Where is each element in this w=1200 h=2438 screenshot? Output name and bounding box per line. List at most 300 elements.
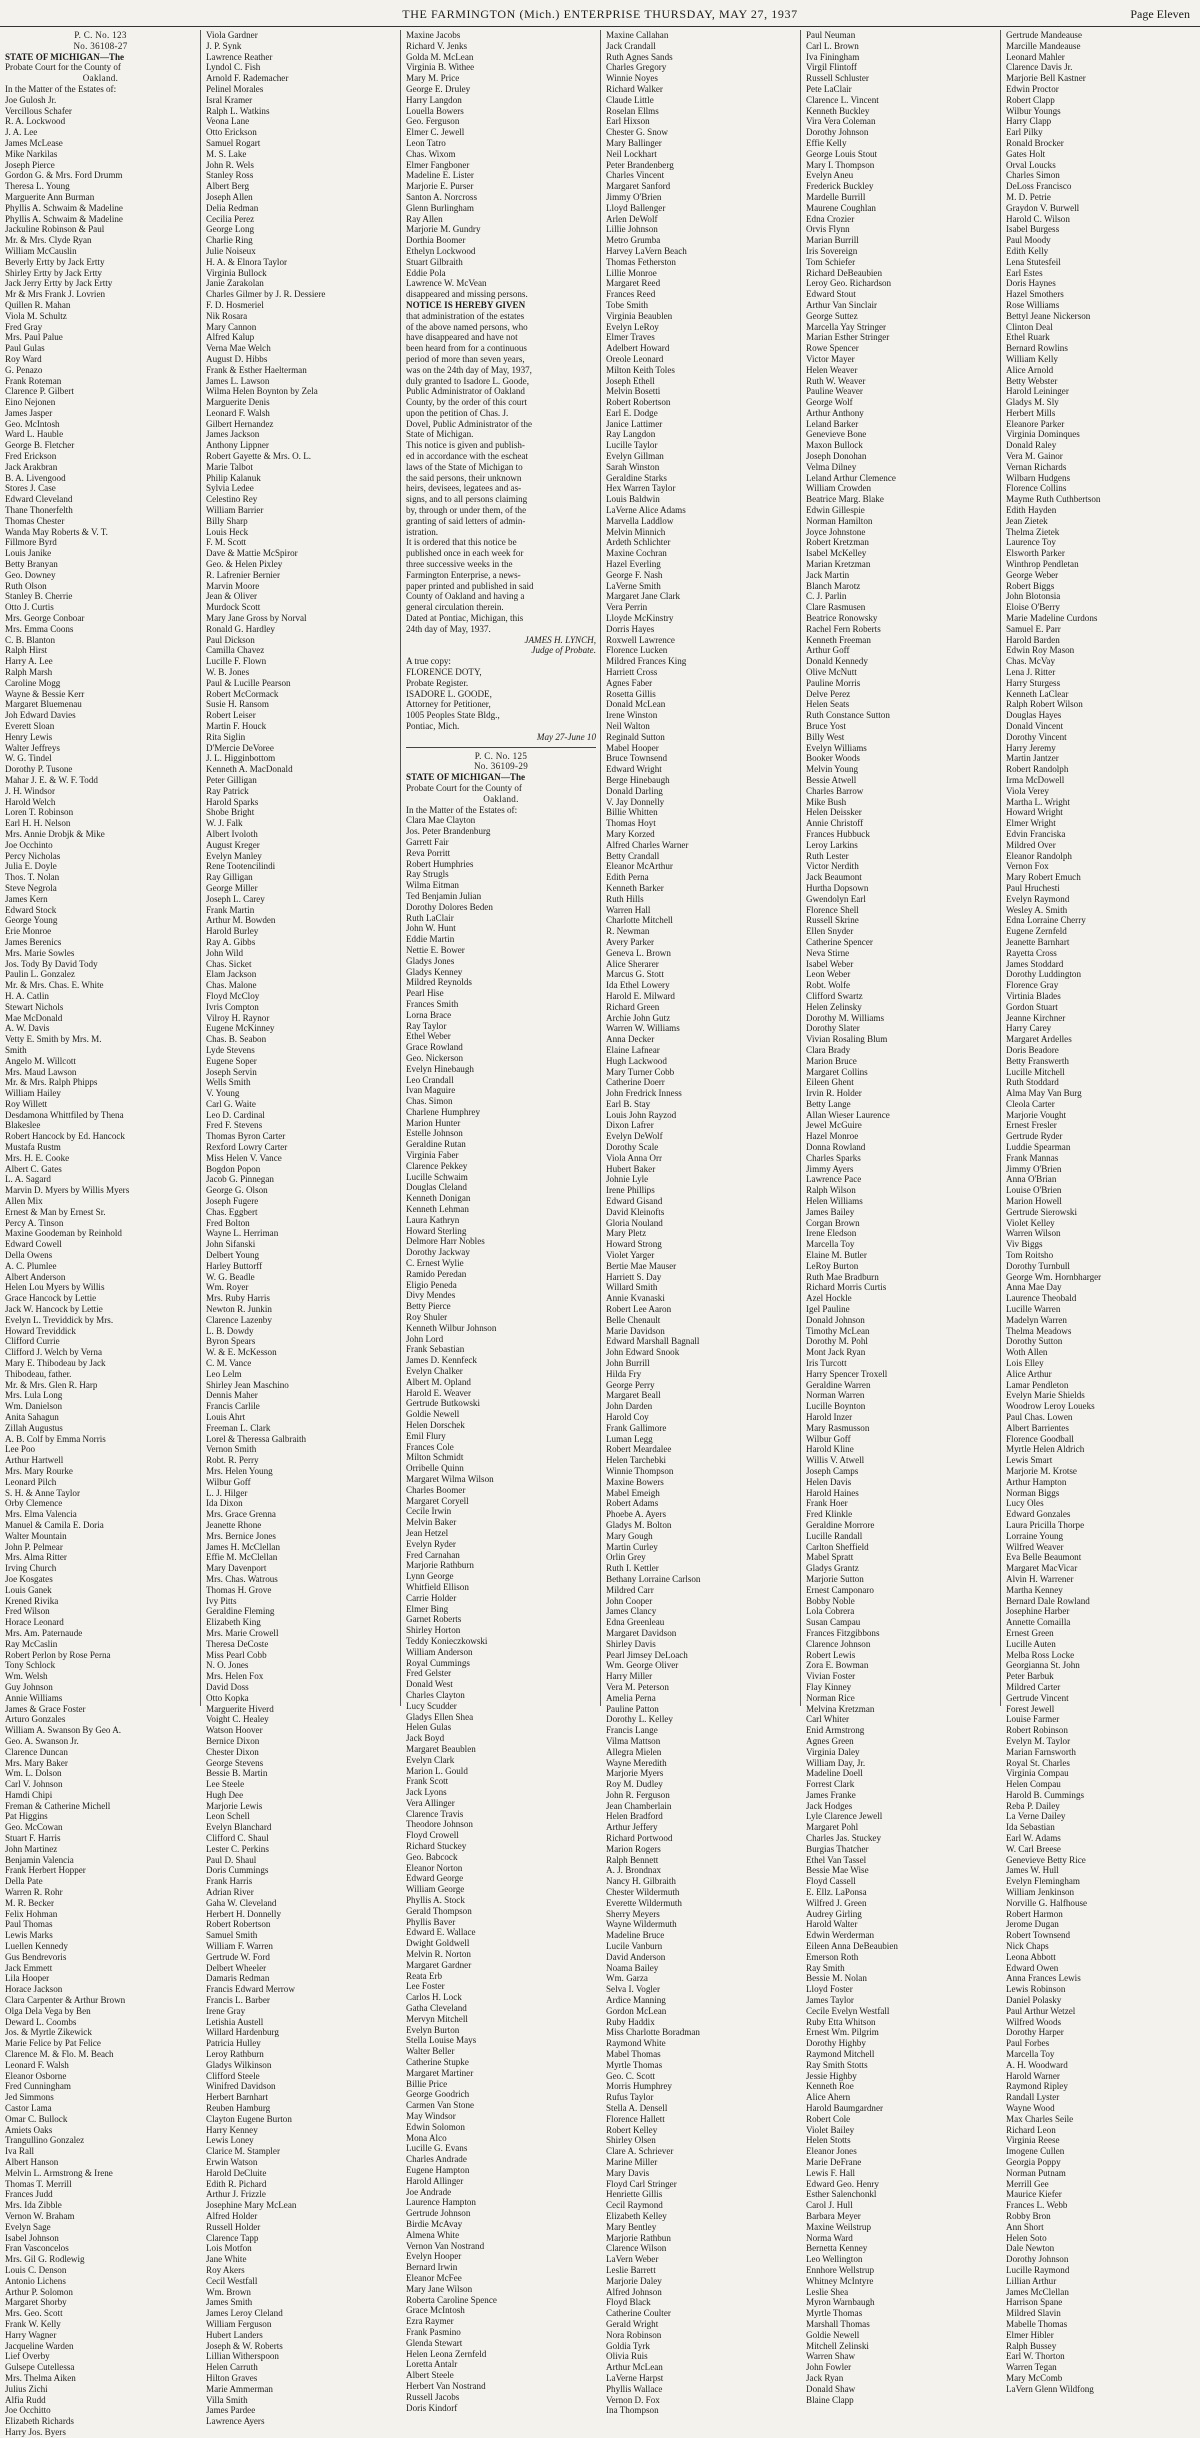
notice-text-line: Lillie Johnson <box>606 224 658 235</box>
notice-text-line: Donald Kennedy <box>806 656 868 667</box>
notice-text-line: Elizabeth Richards <box>5 2416 74 2427</box>
notice-text-line: In the Matter of the Estates of: <box>5 83 117 94</box>
notice-text-line: Mary Bentley <box>606 2221 657 2232</box>
notice-text-line: Attorney for Petitioner, <box>406 699 491 710</box>
notice-text-line: Frank Scott <box>406 1776 449 1787</box>
notice-text-line: Julie Noiseux <box>206 245 256 256</box>
notice-text-line: Harley Buttorff <box>206 1260 263 1271</box>
notice-text-line: Wanda May Roberts & V. T. <box>5 526 108 537</box>
notice-text-line: Leroy Larkins <box>806 839 858 850</box>
notice-text-line: Raymond Mitchell <box>806 2049 875 2060</box>
notice-text-line: Harold Walter <box>806 1919 858 1930</box>
notice-text-line: Harold Coy <box>606 1412 649 1422</box>
notice-text-line: John Burrill <box>606 1358 650 1369</box>
notice-text-line: Marjorie Sutton <box>806 1573 864 1584</box>
notice-text-line: Gladys Kenney <box>406 966 463 977</box>
notice-text-line: Ralph Bennett <box>606 1854 659 1865</box>
newspaper-column-5 <box>800 30 1000 2405</box>
notice-text-line: Harold Burley <box>206 926 259 937</box>
notice-text-line: Gaha W. Cleveland <box>206 1897 277 1908</box>
notice-text-line: Mary Korzed <box>606 828 655 839</box>
notice-text-line: Reata Erb <box>406 1970 443 1981</box>
notice-text-line: Mike Bush <box>806 796 847 807</box>
notice-text-line: Edwin Proctor <box>1006 83 1059 94</box>
notice-text-line: Tom Schiefer <box>806 256 856 267</box>
notice-text-line: Graydon V. Burwell <box>1006 202 1080 213</box>
notice-text-line: Geo. Babcock <box>406 1851 458 1862</box>
notice-text-line: Dixon Lafrer <box>606 1120 654 1131</box>
notice-text-line: Ralph Bussey <box>1006 2340 1057 2351</box>
notice-text-line: Jack Crandall <box>606 40 656 51</box>
notice-text-line: Ruth Olson <box>5 580 47 591</box>
notice-text-line: Blanch Marotz <box>806 580 861 591</box>
notice-text-line: Frances Reed <box>606 289 656 300</box>
notice-text-line: Mike Narkilas <box>5 148 58 159</box>
notice-text-line: Warren Shaw <box>806 2351 856 2362</box>
notice-text-line: Shirley Olsen <box>606 2135 656 2146</box>
notice-text-line: Helen Carruth <box>206 2362 258 2373</box>
notice-text-line: James McClellan <box>1006 2286 1069 2297</box>
notice-text-line: Leo D. Cardinal <box>206 1109 265 1120</box>
notice-text-line: Roy Willett <box>5 1098 48 1109</box>
notice-text-line: Trangullino Gonzalez <box>5 2135 85 2146</box>
notice-text-line: Rufus Taylor <box>606 2092 654 2103</box>
notice-text-line: Edith R. Pichard <box>206 2178 267 2189</box>
notice-text-line: Joseph Fugere <box>206 1196 259 1207</box>
notice-text-line: Ray Taylor <box>406 1020 447 1031</box>
notice-text-line: Wells Smith <box>206 1077 251 1088</box>
notice-text-line: Ethel Van Tassel <box>806 1854 867 1865</box>
notice-text-line: Miss Helen V. Vance <box>206 1152 282 1163</box>
notice-text-line: Louis Ganek <box>5 1584 52 1595</box>
notice-text-line: C. J. Parlin <box>806 591 847 602</box>
notice-text-line: Marion Rogers <box>606 1843 661 1854</box>
notice-text-line: Clarence Duncan <box>5 1746 68 1757</box>
notice-text-line: Geraldine Warren <box>806 1379 871 1390</box>
notice-text-line: Herbert Van Nostrand <box>406 2380 486 2391</box>
notice-text-line: Harry Sturgess <box>1006 677 1061 688</box>
notice-text-line: Earl B. Stay <box>606 1098 651 1109</box>
notice-text-line: B. A. Livengood <box>5 472 66 483</box>
notice-text-line: Robert Randolph <box>1006 764 1069 775</box>
notice-text-line: Frances Fitzgibbons <box>806 1627 880 1638</box>
notice-text-line: Josephine Mary McLean <box>206 2200 297 2211</box>
notice-text-line: Helen Stotts <box>806 2135 851 2146</box>
notice-text-line: Mary Cannon <box>206 321 257 332</box>
notice-text-line: Joe Gulosh Jr. <box>5 94 57 105</box>
notice-text-line: John R. Ferguson <box>606 1789 670 1800</box>
notice-text-line: Evelyn Aneu <box>806 170 854 181</box>
notice-text-line: Paulin L. Gonzalez <box>5 969 75 980</box>
notice-text-line: Noama Bailey <box>606 1962 659 1973</box>
notice-text-line: ed in accordance with the escheat <box>406 451 528 462</box>
notice-text-line: Mardelle Burrill <box>806 191 866 202</box>
notice-text-line: Bessie Atwell <box>806 774 857 785</box>
notice-text-line: James Jackson <box>206 429 260 440</box>
notice-text-line: 24th day of May, 1937. <box>406 623 491 634</box>
notice-text-line: Clarence Travis <box>406 1808 464 1819</box>
notice-text-line: Claude Little <box>606 94 654 105</box>
notice-text-line: Lucille Mitchell <box>1006 1066 1065 1077</box>
notice-text-line: Violet Yarger <box>606 1250 655 1261</box>
notice-text-line: Charles Simon <box>1006 170 1060 181</box>
notice-text-line: Rowe Spencer <box>806 343 859 354</box>
notice-text-line: Probate Court for the County of <box>406 782 522 793</box>
notice-text-line: Ann Short <box>1006 2221 1044 2232</box>
notice-text-line: Sherry Meyers <box>606 1908 660 1919</box>
notice-text-line: Harold Barden <box>1006 634 1060 645</box>
notice-text-line: Earl H. H. Nelson <box>5 818 71 829</box>
notice-text-line: Marcella Yay Stringer <box>806 321 887 332</box>
notice-text-line: Victor Nerdith <box>806 861 859 872</box>
notice-text-line: Billy West <box>806 731 845 742</box>
notice-text-line: Paul Neuman <box>806 30 856 40</box>
notice-text-line: Ivris Compton <box>206 1001 259 1012</box>
notice-text-line: Eugene Zernfeld <box>1006 926 1067 937</box>
notice-text-line: Kenneth Donigan <box>406 1193 471 1204</box>
notice-text-line: Jean Hetzel <box>406 1527 449 1538</box>
notice-text-line: Ruby Etta Whitson <box>806 2016 876 2027</box>
notice-text-line: LaVerne Smith <box>606 580 661 591</box>
notice-text-line: Kenneth Wilbur Johnson <box>406 1322 497 1333</box>
notice-text-line: Ernest Wm. Pilgrim <box>806 2027 879 2038</box>
notice-text-line: Ennhore Wellstrup <box>806 2264 875 2275</box>
notice-text-line: In the Matter of the Estates of: <box>406 804 518 815</box>
notice-text-line: Marvella Laddlow <box>606 515 674 526</box>
notice-text-line: Clarence M. & Flo. M. Beach <box>5 2049 114 2060</box>
notice-text-line: Lawrence Ayers <box>206 2416 265 2427</box>
notice-text-line: Gladys Jones <box>406 955 455 966</box>
notice-text-line: Bessie Mae Wise <box>806 1865 869 1876</box>
notice-text-line: Mildred Over <box>1006 839 1056 850</box>
notice-text-line: Edwin Roy Mason <box>1006 645 1075 656</box>
notice-text-line: Tom Roitsho <box>1006 1250 1054 1261</box>
notice-text-line: Melvin Baker <box>406 1517 457 1528</box>
notice-text-line: Della Owens <box>5 1250 53 1261</box>
notice-text-line: George F. Nash <box>606 569 663 580</box>
notice-text-line: Albert M. Opland <box>406 1376 471 1387</box>
notice-text-line: Patricia Hulley <box>206 2038 261 2049</box>
notice-text-line: Harry A. Lee <box>5 656 53 667</box>
notice-text-line: Ruby Haddix <box>606 2016 655 2027</box>
notice-text-line: Ina Thompson <box>606 2405 659 2416</box>
notice-text-line: Richard Morris Curtis <box>806 1282 887 1293</box>
notice-text-line: Clara Mae Clayton <box>406 815 476 826</box>
notice-text-line: Marie Davidson <box>606 1325 665 1336</box>
notice-text-line: Albert Barrientes <box>1006 1422 1069 1433</box>
notice-text-line: Thibodeau, father. <box>5 1368 72 1379</box>
notice-text-line: Mrs. Maud Lawson <box>5 1066 77 1077</box>
notice-text-line: LaVerne Alice Adams <box>606 505 686 516</box>
notice-text-line: Wm. Brown <box>206 2286 251 2297</box>
notice-text-line: Lucille Warren <box>1006 1304 1061 1315</box>
notice-text-line: Annie Kvanaski <box>606 1293 665 1304</box>
notice-text-line: Lewis Marks <box>5 1930 53 1941</box>
notice-text-line: James & Grace Foster <box>5 1703 86 1714</box>
notice-text-line: William F. Warren <box>206 1941 273 1952</box>
notice-text-line: Woth Allen <box>1006 1347 1048 1358</box>
notice-text-line: Letishia Austell <box>206 2016 264 2027</box>
notice-text-line: Viola Gardner <box>206 30 258 40</box>
notice-text-line: Rene Tootencilindi <box>206 861 276 872</box>
notice-text-line: Leo Crandall <box>406 1074 454 1085</box>
notice-text-line: Virginia Bullock <box>206 267 267 278</box>
notice-text-line: F. M. Scott <box>206 537 247 548</box>
notice-text-line: Robert Robinson <box>1006 1725 1068 1736</box>
notice-text-line: Metro Grumba <box>606 235 661 246</box>
notice-text-line: Mabel Spratt <box>806 1552 854 1563</box>
notice-text-line: Gordon G. & Mrs. Ford Drumm <box>5 170 123 181</box>
notice-text-line: Mr. & Mrs. Glen R. Harp <box>5 1379 98 1390</box>
notice-text-line: Lucille Schwaim <box>406 1171 468 1182</box>
notice-text-line: Luddie Spearman <box>1006 1142 1071 1153</box>
notice-text-line: George B. Fletcher <box>5 440 75 451</box>
notice-text-line: Margaret MacVicar <box>1006 1563 1078 1574</box>
notice-text-line: A. W. Davis <box>5 1023 50 1034</box>
notice-text-line: Clare A. Schriever <box>606 2146 674 2157</box>
notice-text-line: Vivian Rosaling Blum <box>806 1034 888 1045</box>
notice-text-line: Harrison Spane <box>1006 2297 1063 2308</box>
notice-text-line: Ray Patrick <box>206 785 249 796</box>
notice-text-line: George Miller <box>206 882 258 893</box>
notice-text-line: George Wolf <box>806 397 853 408</box>
notice-text-line: Edith Kelly <box>1006 245 1049 256</box>
notice-text-line: Loren T. Robinson <box>5 807 74 818</box>
notice-text-line: Azel Hockle <box>806 1293 852 1304</box>
notice-text-line: Booker Woods <box>806 753 860 764</box>
notice-text-line: Mustafa Rustm <box>5 1142 61 1153</box>
notice-text-line: Evelyn Sage <box>5 2221 51 2232</box>
notice-text-line: Phyllis Baver <box>406 1916 456 1927</box>
notice-text-line: Robert Lee Aaron <box>606 1304 672 1315</box>
notice-text-line: Joe Occhitto <box>5 2405 51 2416</box>
notice-text-line: Edwin Solomon <box>406 2121 465 2132</box>
notice-text-line: Delve Perez <box>806 688 851 699</box>
notice-text-line: Vera M. Peterson <box>606 1681 669 1692</box>
notice-text-line: Paul D. Shaul <box>206 1854 257 1865</box>
notice-text-line: Marie Madeline Curdons <box>1006 613 1098 624</box>
notice-text-line: Archie John Gutz <box>606 1012 671 1023</box>
notice-text-line: John Edward Snook <box>606 1347 680 1358</box>
notice-text-line: Viola Verey <box>1006 785 1049 796</box>
notice-text-line: W. G. Beadle <box>206 1271 255 1282</box>
notice-text-line: Geraldine Morrore <box>806 1519 875 1530</box>
notice-text-line: Marion L. Gould <box>406 1765 468 1776</box>
notice-heading: No. 36108-27 <box>73 40 128 51</box>
notice-text-line: Alice Sherarer <box>606 958 659 969</box>
notice-text-line: Pontiac, Mich. <box>406 721 460 731</box>
notice-text-line: Lloyd Ballenger <box>606 202 666 213</box>
notice-text-line: John Darden <box>606 1401 653 1412</box>
notice-text-line: Robert Townsend <box>1006 1930 1071 1941</box>
notice-text-line: Roy M. Dudley <box>606 1779 663 1790</box>
notice-text-line: Joseph Pierce <box>5 159 55 170</box>
notice-text-line: Thane Thonerfelth <box>5 505 73 516</box>
notice-text-line: Mrs. Grace Grenna <box>206 1509 276 1520</box>
notice-text-line: Margaret Sanford <box>606 181 671 192</box>
notice-text-line: Dorothy Jackway <box>406 1247 470 1258</box>
notice-text-line: Gordon Stuart <box>1006 1001 1058 1012</box>
notice-text-line: Maxine Jacobs <box>406 30 461 40</box>
notice-text-line: Edward Wright <box>606 764 662 775</box>
notice-text-line: Robert Robertson <box>206 1919 271 1930</box>
notice-text-line: Dorothy Turnbull <box>1006 1260 1070 1271</box>
notice-text-line: August Kreger <box>206 839 260 850</box>
notice-text-line: Violet Bailey <box>806 2124 855 2135</box>
notice-text-line: Henry Lewis <box>5 731 53 742</box>
notice-text-line: Chester Dixon <box>206 1746 259 1757</box>
notice-text-line: Charles Gregory <box>606 62 667 73</box>
notice-text-line: Zillah Augustus <box>5 1422 63 1433</box>
notice-text-line: Stanley Ross <box>206 170 254 181</box>
notice-text-line: Marjorie Lewis <box>206 1800 263 1811</box>
notice-text-line: Myrtle Thomas <box>606 2059 663 2070</box>
notice-text-line: V. Jay Donnelly <box>606 796 665 807</box>
notice-text-line: Jack Hodges <box>806 1800 853 1811</box>
notice-text-line: Joe Andrade <box>406 2186 452 2197</box>
notice-text-line: Marjorie Rathburn <box>406 1560 474 1571</box>
notice-text-line: Ruth W. Weaver <box>806 375 866 386</box>
notice-text-line: Douglas Cleland <box>406 1182 467 1193</box>
notice-text-line: Viola M. Schultz <box>5 310 67 321</box>
notice-text-line: Leroy Geo. Richardson <box>806 278 892 289</box>
notice-text-line: L. B. Dowdy <box>206 1325 254 1336</box>
notice-text-line: Gates Holt <box>1006 148 1046 159</box>
notice-text-line: Eleanor McArthur <box>606 861 673 872</box>
notice-text-line: Mrs. Paul Palue <box>5 332 63 343</box>
notice-text-line: Mayme Ruth Cuthbertson <box>1006 494 1101 505</box>
notice-text-line: Virginia Beaublen <box>606 310 673 321</box>
notice-text-line: Madeline Bruce <box>606 1930 665 1941</box>
notice-text-line: Hubert Landers <box>206 2329 263 2340</box>
notice-text-line: Carl V. Johnson <box>5 1779 63 1790</box>
notice-text-line: Iva Finingham <box>806 51 860 62</box>
notice-text-line: Iris Sovereign <box>806 245 858 256</box>
notice-text-line: John Lord <box>406 1333 444 1344</box>
notice-text-line: Raymond White <box>606 2038 666 2049</box>
notice-text-line: Helen Gulas <box>406 1722 452 1733</box>
notice-text-line: John P. Pelmear <box>5 1541 63 1552</box>
notice-text-line: Florence Lucken <box>606 645 668 656</box>
notice-text-line: Gatha Cleveland <box>406 2003 467 2014</box>
notice-text-line: Jimmy O'Brien <box>606 191 662 202</box>
notice-text-line: Gus Bendrevoris <box>5 1951 67 1962</box>
notice-text-line: Lewis Robinson <box>1006 1984 1066 1995</box>
notice-text-line: Mildred Slavin <box>1006 2308 1061 2319</box>
notice-text-line: Edward E. Wallace <box>406 1927 476 1938</box>
notice-text-line: Marie Felice by Pat Felice <box>5 2038 101 2049</box>
notice-text-line: Harry Wagner <box>5 2329 57 2340</box>
notice-text-line: Delmore Harr Nobles <box>406 1236 485 1247</box>
notice-text-line: Royal Cummings <box>406 1657 470 1668</box>
notice-text-line: Eugene McKinney <box>206 1023 275 1034</box>
notice-text-line: Shirley Davis <box>606 1638 656 1649</box>
notice-text-line: Isabel Johnson <box>5 2232 59 2243</box>
notice-text-line: Vercillous Schafer <box>5 105 72 116</box>
notice-text-line: Clayton Eugene Burton <box>206 2113 292 2124</box>
notice-text-line: Mary Pletz <box>606 1228 647 1239</box>
notice-text-line: Gertrude W. Ford <box>206 1951 270 1962</box>
notice-text-line: Susie H. Ransom <box>206 699 269 710</box>
notice-text-line: Harry Carey <box>1006 1023 1052 1034</box>
notice-text-line: J. H. Windsor <box>5 785 55 796</box>
notice-text-line: William A. Swanson By Geo A. <box>5 1725 122 1736</box>
notice-text-line: Geo. A. Swanson Jr. <box>5 1735 79 1746</box>
notice-text-line: Warren W. Williams <box>606 1023 680 1034</box>
notice-text-line: John Blotonsia <box>1006 591 1061 602</box>
notice-text-line: Frances L. Webb <box>1006 2200 1068 2211</box>
notice-text-line: Jeanette Rhone <box>206 1519 262 1530</box>
notice-text-line: Winifred Davidson <box>206 2081 276 2092</box>
notice-text-line: Clifford Steele <box>206 2070 260 2081</box>
notice-text-line: Anthony Lippner <box>206 440 269 451</box>
notice-text-line: Ramido Peredan <box>406 1268 467 1279</box>
notice-text-line: H. A. Catlin <box>5 990 49 1001</box>
notice-text-line: Jed Simmons <box>5 2092 54 2103</box>
notice-text-line: Geo. Downey <box>5 569 56 580</box>
notice-text-line: Paul Forbes <box>1006 2038 1050 2049</box>
notice-text-line: Allan Wieser Laurence <box>806 1109 890 1120</box>
notice-text-line: Thomas T. Merrill <box>5 2178 72 2189</box>
notice-text-line: Irene Eledson <box>806 1228 857 1239</box>
notice-text-line: Helen Bradford <box>606 1811 663 1822</box>
notice-text-line: George Perry <box>606 1379 655 1390</box>
notice-text-line: Theodore Johnson <box>406 1819 473 1830</box>
notice-text-line: Cecile Irwin <box>406 1506 452 1517</box>
masthead <box>0 0 1200 27</box>
notice-text-line: Paul Moody <box>1006 235 1051 246</box>
notice-text-line: Edward Owen <box>1006 1962 1059 1973</box>
notice-text-line: Wilbur Goff <box>206 1476 251 1487</box>
notice-text-line: Mrs. H. E. Cooke <box>5 1152 70 1163</box>
notice-text-line: Royal St. Charles <box>1006 1757 1070 1768</box>
notice-text-line: Willis V. Atwell <box>806 1455 865 1466</box>
notice-text-line: Blakeslee <box>5 1120 41 1131</box>
notice-text-line: Martin Curley <box>606 1541 658 1552</box>
notice-text-line: Russell Holder <box>206 2221 261 2232</box>
notice-text-line: Marguerite Ann Burman <box>5 191 95 202</box>
notice-text-line: Freman & Catherine Michell <box>5 1800 111 1811</box>
notice-text-line: Gordon McLean <box>606 2005 667 2016</box>
notice-text-line: Martin Jantzer <box>1006 753 1059 764</box>
notice-text-line: Myrtle Helen Aldrich <box>1006 1444 1085 1455</box>
notice-text-line: Hubert Baker <box>606 1163 656 1174</box>
notice-text-line: Arthur Goff <box>806 645 850 656</box>
notice-text-line: Louis John Rayzod <box>606 1109 677 1120</box>
notice-text-line: N. O. Jones <box>206 1660 249 1671</box>
notice-text-line: Richard Walker <box>606 83 663 94</box>
notice-state-line: NOTICE IS HEREBY GIVEN <box>406 299 526 310</box>
notice-text-line: Norman Putnam <box>1006 2167 1066 2178</box>
notice-text-line: Paul Chas. Lowen <box>1006 1412 1073 1422</box>
notice-text-line: Ruth Agnes Sands <box>606 51 673 62</box>
notice-text-line: Clarence Johnson <box>806 1638 871 1649</box>
notice-text-line: J. L. Higginbottom <box>206 753 276 764</box>
notice-text-line: May Windsor <box>406 2111 456 2121</box>
notice-text-line: Delbert Wheeler <box>206 1962 267 1973</box>
notice-text-line: Dale Newton <box>1006 2243 1055 2254</box>
notice-text-line: C. B. Blanton <box>5 634 56 645</box>
notice-text-line: Gertrude Vincent <box>1006 1692 1069 1703</box>
notice-text-line: Russell Skrine <box>806 915 859 926</box>
notice-text-line: Allen Mix <box>5 1196 43 1207</box>
notice-text-line: Winthrop Pendletan <box>1006 559 1079 570</box>
notice-text-line: Beatrice Ronowsky <box>806 613 878 624</box>
notice-text-line: Laurence Hampton <box>406 2197 476 2208</box>
notice-text-line: Lucy Scudder <box>406 1700 457 1711</box>
notice-text-line: Sylvia Ledee <box>206 483 254 494</box>
notice-text-line: Theresa L. Young <box>5 181 70 192</box>
